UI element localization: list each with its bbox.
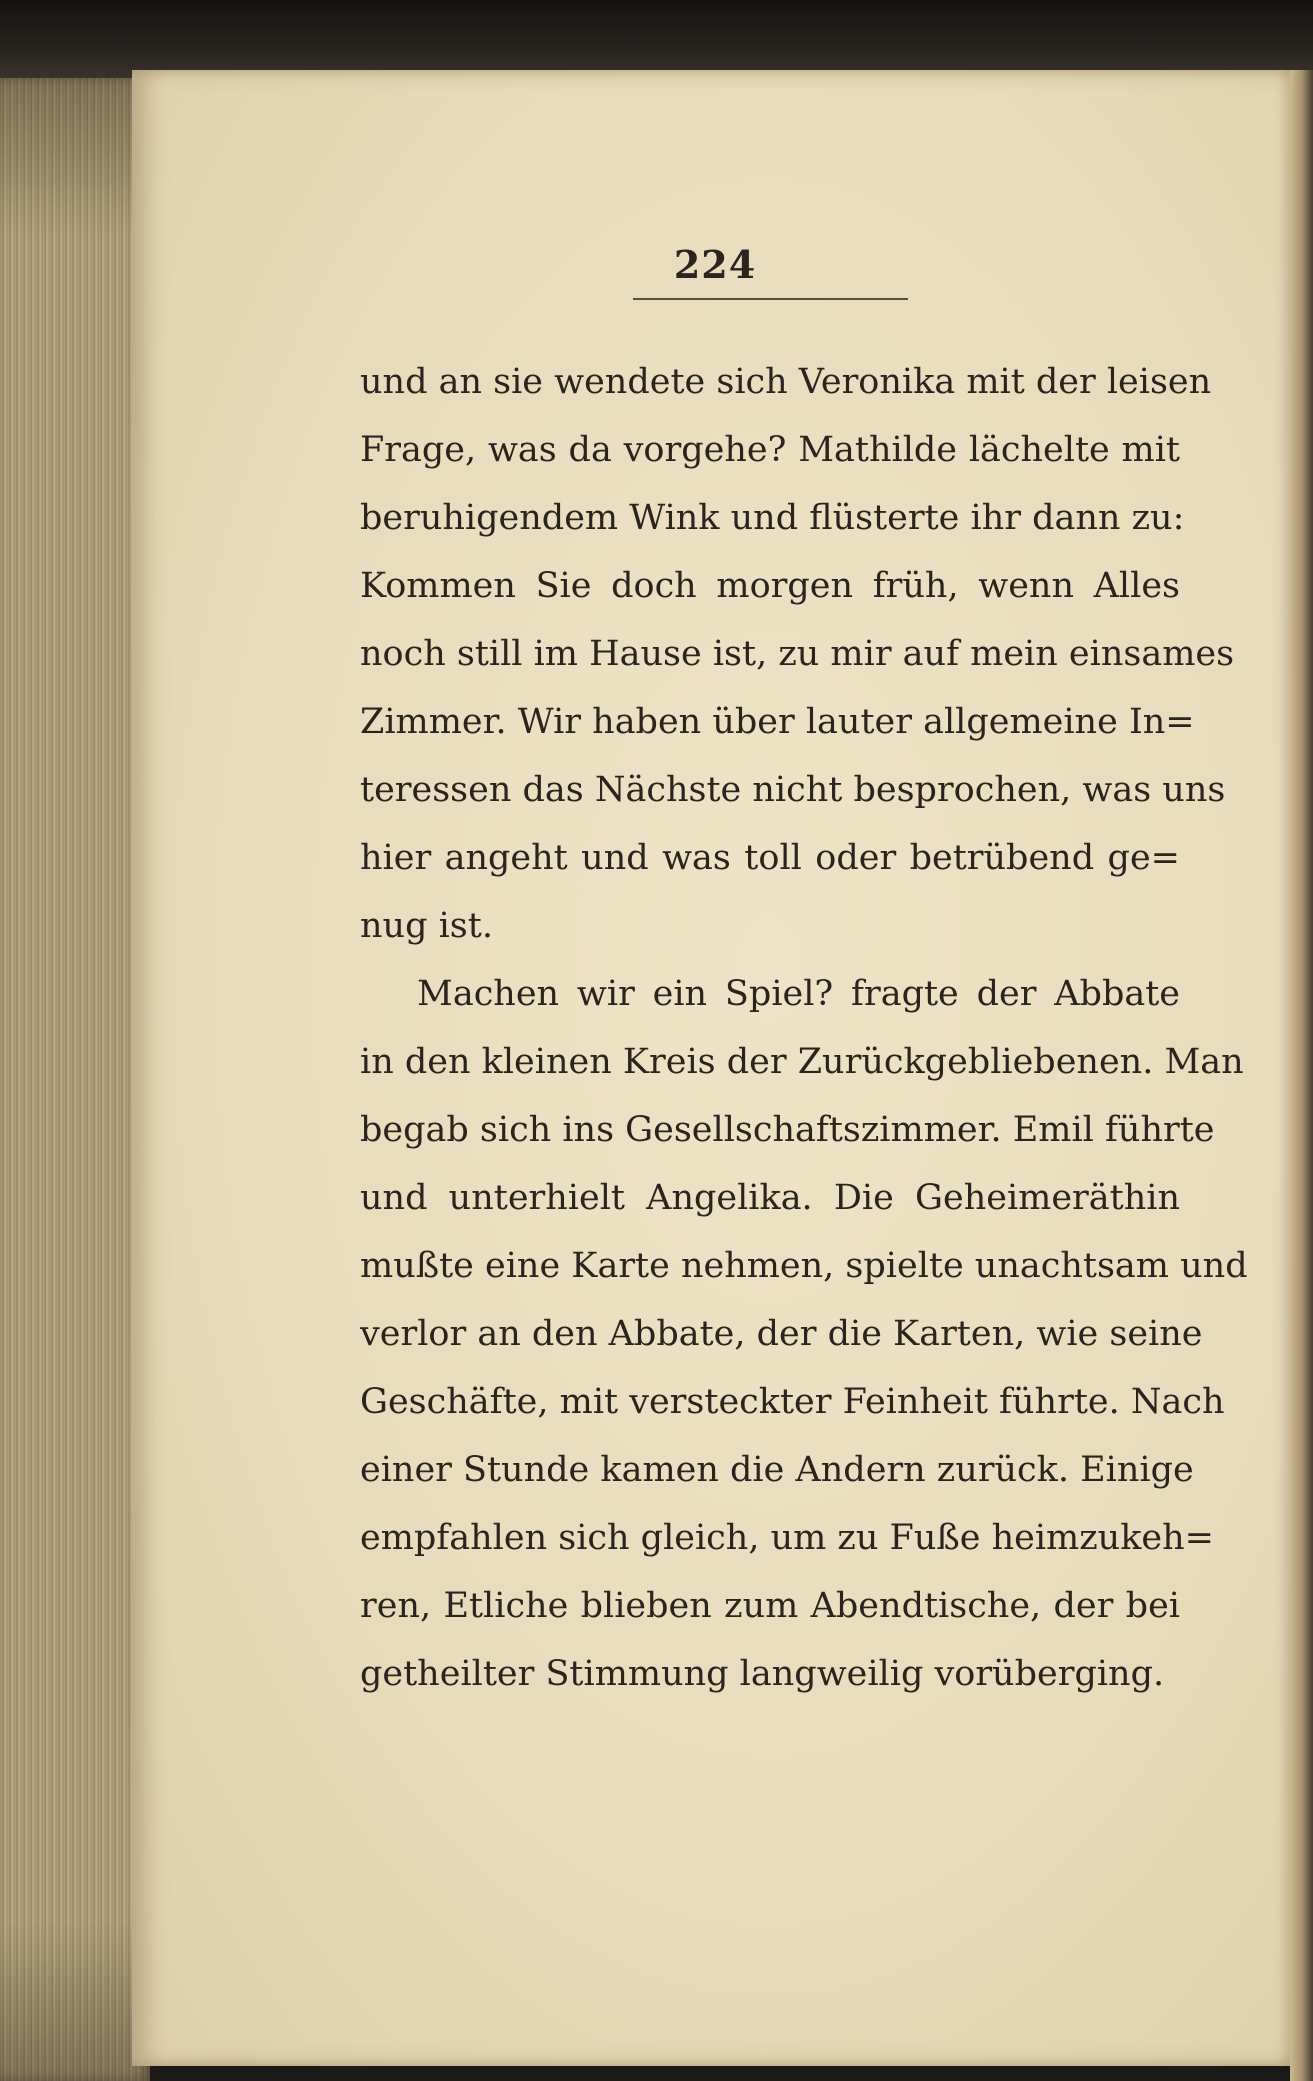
text-line: empfahlen sich gleich, um zu Fuße heimzukeh= <box>360 1518 1214 1558</box>
text-line: begab sich ins Gesellschaftszimmer. Emil führte <box>360 1110 1215 1150</box>
text-line: Geschäfte, mit versteckter Feinheit führte. Nach <box>360 1382 1225 1422</box>
body-text <box>360 348 1248 1708</box>
text-line: einer Stunde kamen die Andern zurück. Einige <box>360 1450 1194 1490</box>
text-line: in den kleinen Kreis der Zurückgebliebenen. Man <box>360 1042 1244 1082</box>
text-line: teressen das Nächste nicht besprochen, was uns <box>360 770 1226 810</box>
text-line: mußte eine Karte nehmen, spielte unachtsam und <box>360 1246 1248 1286</box>
text-line: nug ist. <box>360 906 493 946</box>
text-line: getheilter Stimmung langweilig vorüberging. <box>360 1654 1165 1694</box>
stacked-page-edges <box>0 78 150 2081</box>
header-rule <box>633 298 908 300</box>
text-line: Machen wir ein Spiel? fragte der Abbate <box>417 974 1180 1014</box>
page-number: 224 <box>673 242 757 287</box>
text-line: Frage, was da vorgehe? Mathilde lächelte mit <box>360 430 1180 470</box>
text-line: ren, Etliche blieben zum Abendtische, der bei <box>360 1586 1180 1626</box>
text-line: verlor an den Abbate, der die Karten, wie seine <box>360 1314 1203 1354</box>
text-line: Zimmer. Wir haben über lauter allgemeine In= <box>360 702 1195 742</box>
text-line: und an sie wendete sich Veronika mit der leisen <box>360 362 1212 402</box>
right-page-edge <box>1290 70 1313 2081</box>
text-line: Kommen Sie doch morgen früh, wenn Alles <box>360 566 1180 606</box>
scan-background-top <box>0 0 1313 78</box>
text-line: und unterhielt Angelika. Die Geheimeräthin <box>360 1178 1180 1218</box>
text-line: noch still im Hause ist, zu mir auf mein einsames <box>360 634 1235 674</box>
text-line: beruhigendem Wink und flüsterte ihr dann zu: <box>360 498 1185 538</box>
text-line: hier angeht und was toll oder betrübend ge= <box>360 838 1180 878</box>
